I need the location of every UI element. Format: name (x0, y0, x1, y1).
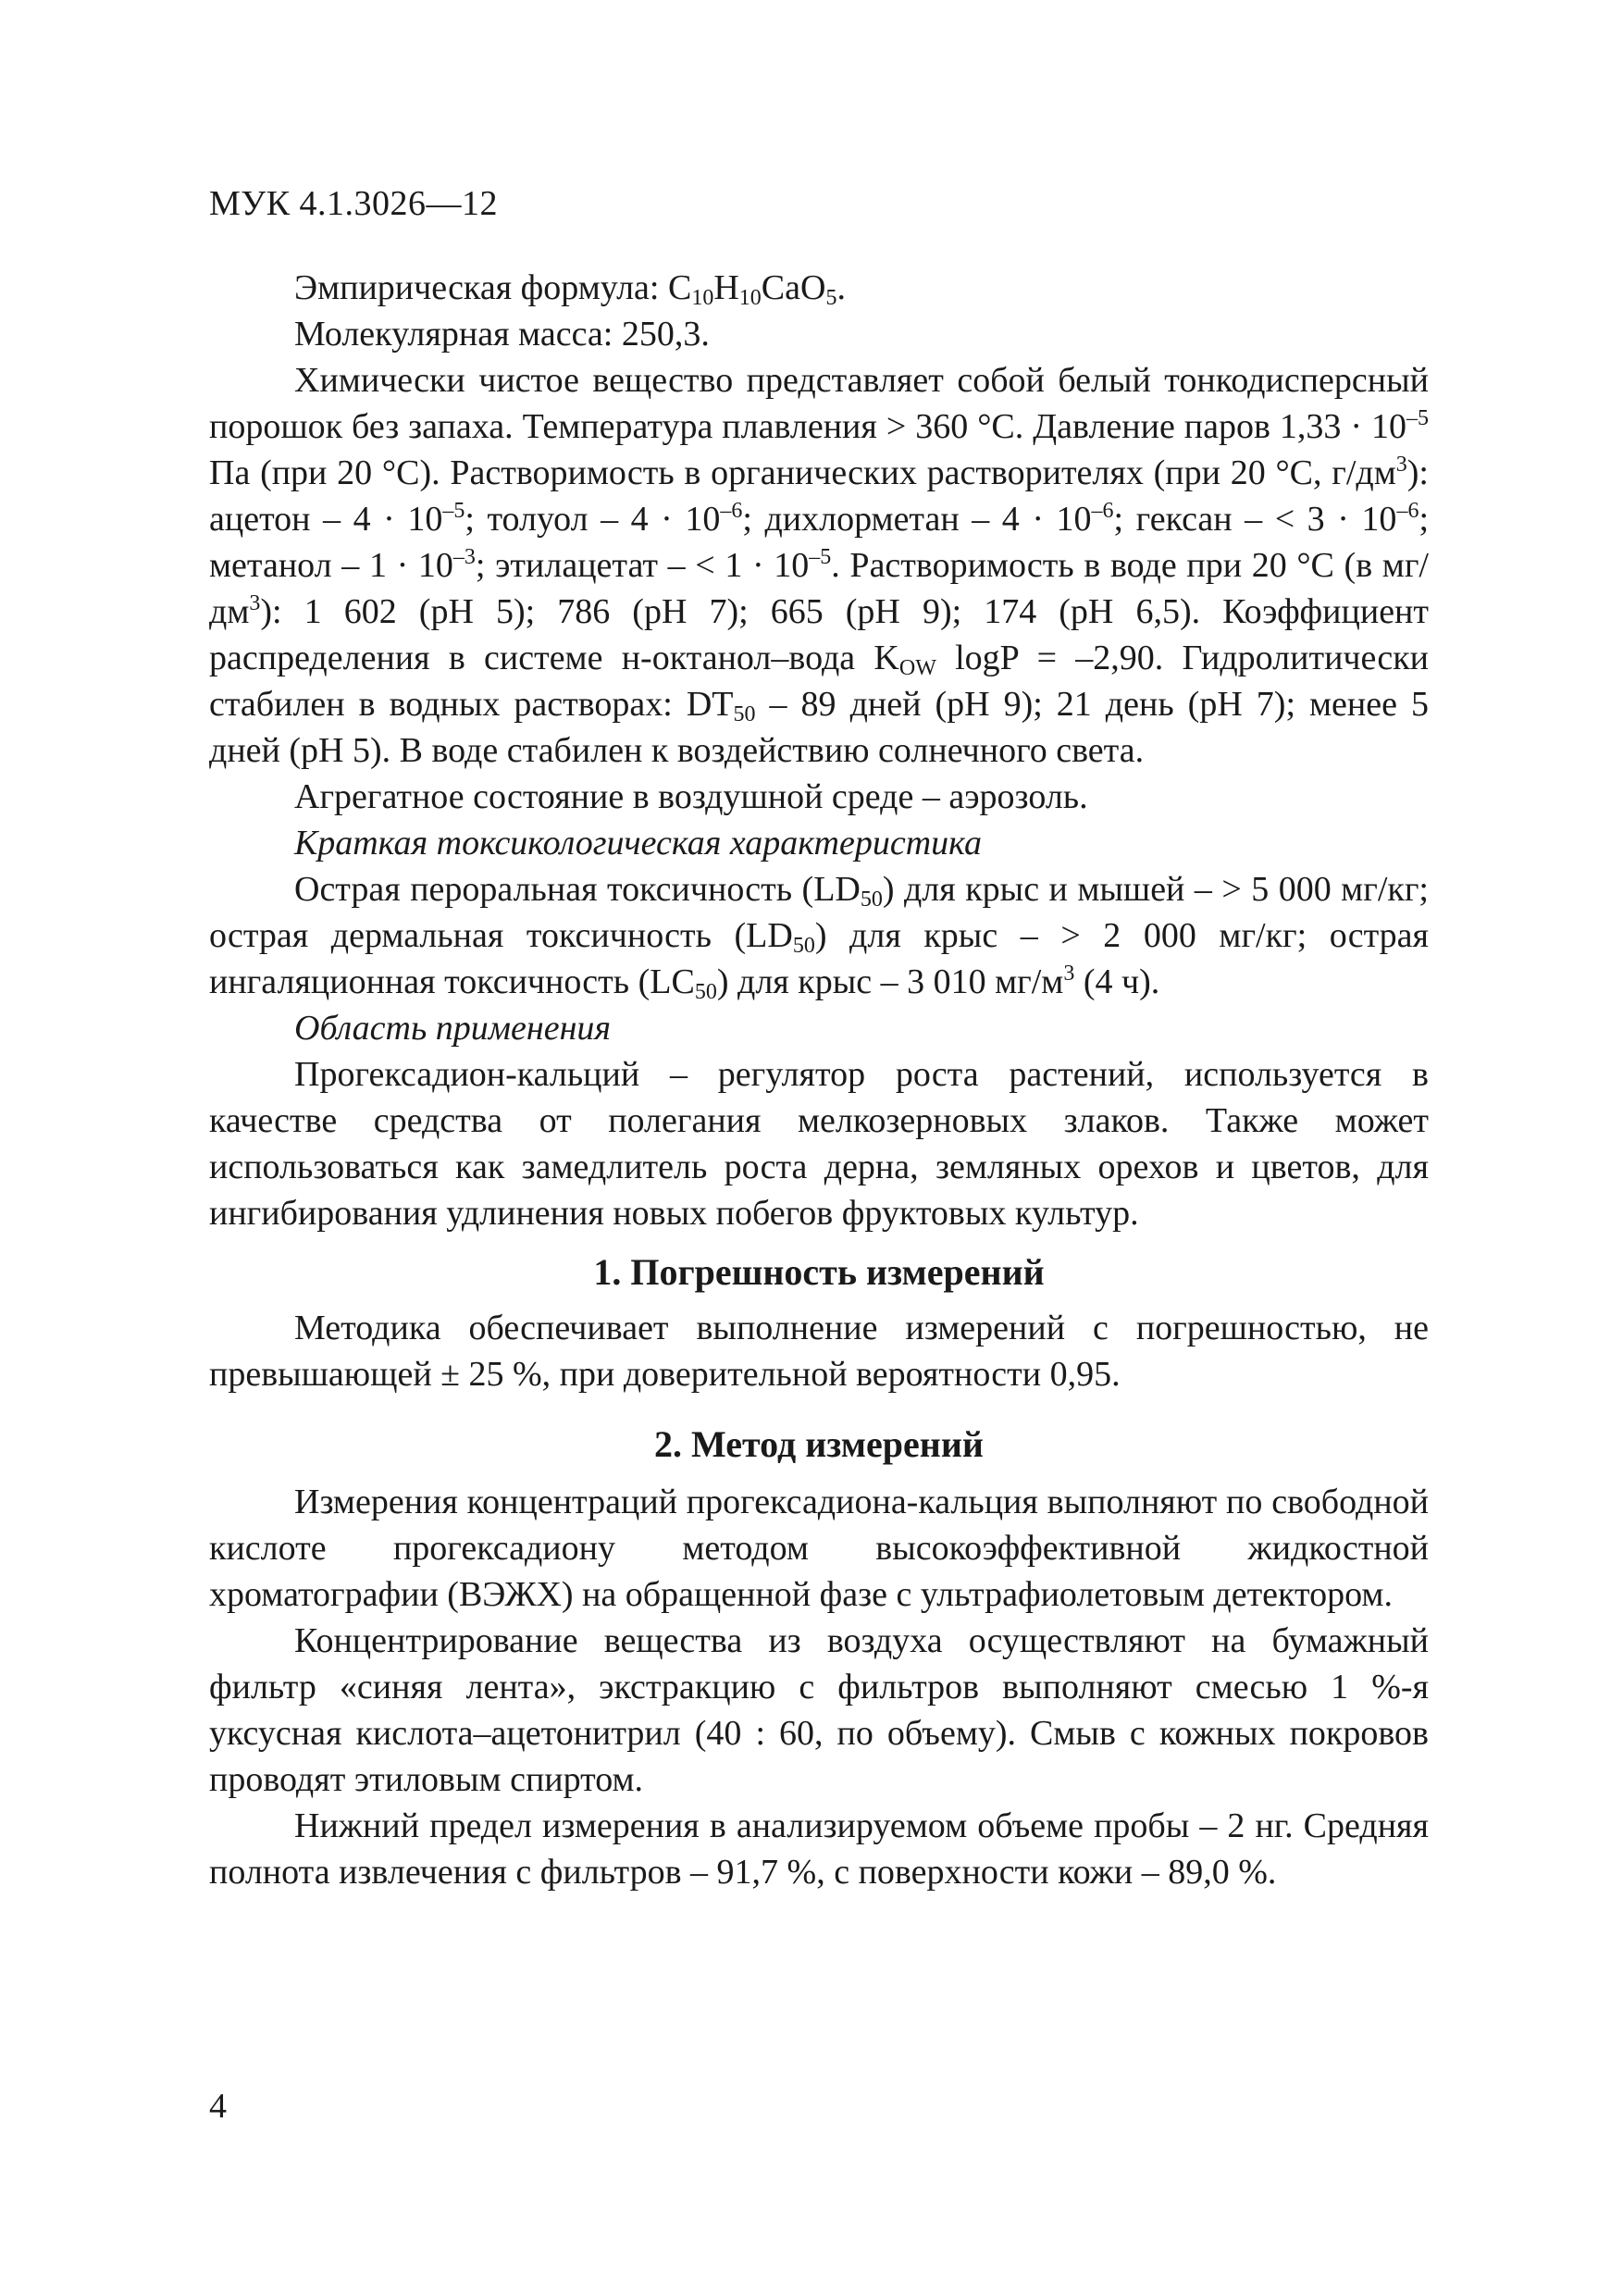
section-1-heading: 1. Погрешность измерений (593, 1251, 1045, 1293)
document-body (209, 265, 1429, 1895)
section-1-paragraph: Методика обеспечивает выполнение измерений с погрешностью, не превышающей ± 25 %, при доверительной вероятности 0,95. (209, 1309, 1429, 1394)
application-subheading: Область применения (294, 1009, 612, 1048)
molecular-mass-paragraph: Молекулярная масса: 250,3. (294, 315, 710, 354)
section-2-paragraph-3: Нижний предел измерения в анализируемом объеме пробы – 2 нг. Средняя полнота извлечения с фильтров – 91,7 %, с поверхности кожи – 89,0 %. (209, 1806, 1429, 1892)
aggregate-state-paragraph: Агрегатное состояние в воздушной среде – аэрозоль. (294, 777, 1088, 816)
page-number: 4 (209, 2087, 227, 2126)
section-2-paragraph-2: Концентрирование вещества из воздуха осуществляют на бумажный фильтр «синяя лента», экстракцию с фильтров выполняют смесью 1 %-я уксусная кислота–ацетонитрил (40 : 60, по объему). Смыв с кожных покровов проводят этиловым спиртом. (209, 1621, 1429, 1799)
application-paragraph: Прогексадион-кальций – регулятор роста растений, используется в качестве средства от полегания мелкозерновых злаков. Также может использоваться как замедлитель роста дерна, земляных орехов и цветов, для ингибирования удлинения новых побегов фруктовых культур. (209, 1055, 1429, 1233)
toxicology-paragraph: Острая пероральная токсичность $(LD_{50})$ для крыс и мышей – > 5 000 мг/кг; острая дермальная токсичность $(LD_{50})$ для крыс – > 2 000 мг/кг; острая ингаляционная токсичность $(LC_{50})$ для крыс – 3 010 $мг/м^3$ (4 ч). (209, 870, 1429, 1004)
section-2-heading: 2. Метод измерений (654, 1423, 984, 1465)
empirical-formula-paragraph: Эмпирическая формула: $C_{10}H_{10}CaO_5$. (294, 268, 846, 310)
toxicology-subheading: Краткая токсикологическая характеристика (294, 824, 982, 863)
properties-paragraph: Химически чистое вещество представляет собой белый тонкодисперсный порошок без запаха. Температура плавления > 360 °С. Давление паров $1,33 \cdot 10^{-5}$ Па (при 20 °С). Растворимость в органических растворителях (при 20 °С, $г/дм^3$): ацетон – $4 \cdot 10^{-5}$; толуол – $4 \cdot 10^{-6}$; дихлорметан – $4 \cdot 10^{-6}$; гексан – < $3 \cdot 10^{-6}$; метанол – $1 \cdot 10^{-3}$; этилацетат – < $1 \cdot 10^{-5}$. Растворимость в воде при 20 °С (в $мг/дм^3$): 1 602 (pH 5); 786 (pH 7); 665 (pH 9); 174 (pH 6,5). Коэффициент распределения в системе н-октанол–вода $K_{OW}$ logP = –2,90. Гидролитически стабилен в водных растворах: $DT_{50} - 89$ дней (pH 9); 21 день (pH 7); менее 5 дней (pH 5). В воде стабилен к воздействию солнечного света. (209, 361, 1430, 770)
document-code-header: МУК 4.1.3026—12 (209, 184, 499, 223)
section-2-paragraph-1: Измерения концентраций прогексадиона-кальция выполняют по свободной кислоте прогексадиону методом высокоэффективной жидкостной хроматографии (ВЭЖХ) на обращенной фазе с ультрафиолетовым детектором. (209, 1483, 1429, 1614)
